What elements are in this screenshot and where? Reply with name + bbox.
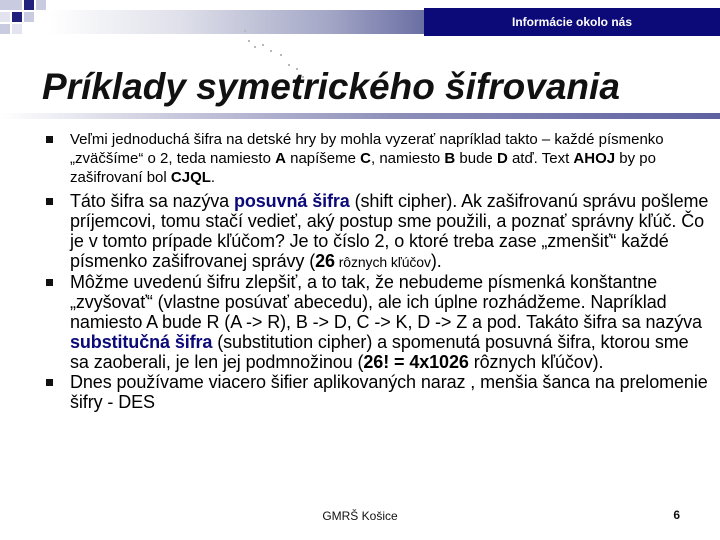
page-number: 6 bbox=[673, 508, 680, 522]
bullet-list bbox=[46, 130, 712, 412]
footer-organization: GMRŠ Košice bbox=[322, 509, 398, 523]
square-bullet-icon bbox=[46, 279, 53, 286]
bullet-item-3 bbox=[46, 272, 712, 372]
bullet-item-2 bbox=[46, 191, 712, 272]
bullet-3-text: Môžme uvedenú šifru zlepšiť, a to tak, že nebudeme písmenká konštantne „zvyšovať“ (vlastne posúvať abecedu), ale ich úplne rozhádžeme. Napríklad namiesto A bude R (A -> R), B -> D, C -> K, D -> Z a pod. Takáto šifra sa nazýva substitučná šifra (substitution cipher) a spomenutá posuvná šifra, ktorou sme sa zaoberali, je len jej podmnožinou (26! = 4x1026 rôznych kľúčov). bbox=[70, 272, 702, 372]
bullet-item-1 bbox=[46, 130, 712, 187]
term-shift-cipher: posuvná šifra bbox=[233, 191, 350, 211]
title-divider bbox=[0, 113, 720, 119]
slide-title: Príklady symetrického šifrovania bbox=[42, 66, 620, 107]
term-substitution-cipher: substitučná šifra bbox=[70, 332, 213, 352]
bullet-4-text: Dnes používame viacero šifier aplikovaných naraz , menšia šanca na prelomenie šifry - DES bbox=[70, 372, 708, 412]
header-gradient-strip bbox=[48, 10, 424, 34]
bullet-1-text: Veľmi jednoduchá šifra na detské hry by mohla vyzerať napríklad takto – každé písmenko „zväčšíme“ o 2, teda namiesto A napíšeme C, namiesto B bude D atď. Text AHOJ by po zašifrovaní bol CJQL. bbox=[70, 131, 664, 186]
square-bullet-icon bbox=[46, 198, 53, 205]
square-bullet-icon bbox=[46, 379, 53, 386]
bullet-2-text: Táto šifra sa nazýva posuvná šifra (shift cipher). Ak zašifrovanú správu pošleme príjemcovi, tomu stačí vedieť, aký postup sme použili, a poznať správny kľúč. Čo je v tomto prípade kľúčom? Je to číslo 2, o ktoré treba zase „zmenšiť“ každé písmenko zašifrovanej správy (26 rôznych kľúčov). bbox=[70, 191, 709, 271]
square-bullet-icon bbox=[46, 136, 53, 143]
bullet-item-4 bbox=[46, 372, 712, 412]
header-section-title: Informácie okolo nás bbox=[511, 15, 633, 29]
